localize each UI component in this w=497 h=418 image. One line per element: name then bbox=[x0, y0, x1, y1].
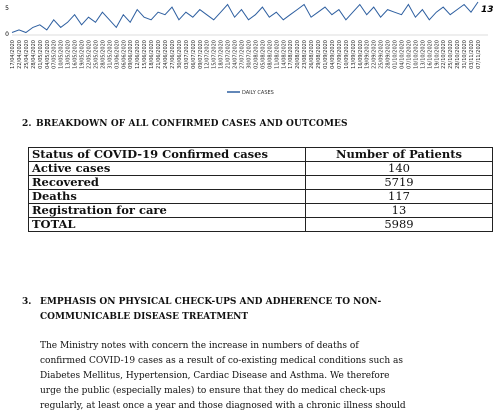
paragraph-line: Diabetes Mellitus, Hypertension, Cardiac Disease and Asthma. We therefore bbox=[40, 371, 390, 381]
row-label: Registration for care bbox=[29, 204, 306, 218]
x-tick-label: 15/07/2020 bbox=[211, 40, 218, 69]
x-tick-label: 24/07/2020 bbox=[232, 40, 239, 69]
x-tick-label: 13/09/2020 bbox=[350, 40, 357, 69]
section-3-heading bbox=[22, 295, 482, 325]
x-tick-label: 04/10/2020 bbox=[399, 40, 406, 69]
x-tick-label: 16/10/2020 bbox=[427, 40, 434, 69]
section-3-paragraph bbox=[40, 339, 495, 414]
row-label: Recovered bbox=[29, 176, 306, 190]
x-tick-label: 15/06/2020 bbox=[142, 40, 149, 69]
x-tick-label: 22/09/2020 bbox=[371, 40, 378, 69]
x-tick-label: 19/05/2020 bbox=[79, 40, 86, 69]
x-tick-label: 07/05/2020 bbox=[51, 39, 58, 69]
section-2-heading bbox=[22, 119, 348, 129]
x-tick-label: 09/07/2020 bbox=[197, 40, 204, 69]
x-tick-label: 25/10/2020 bbox=[448, 40, 455, 69]
row-value: 13 bbox=[306, 204, 493, 218]
table-row bbox=[29, 190, 493, 204]
x-tick-label: 19/09/2020 bbox=[364, 40, 371, 69]
x-tick-label: 25/05/2020 bbox=[93, 40, 100, 69]
x-tick-label: 16/09/2020 bbox=[357, 40, 364, 69]
confirmed-cases-table bbox=[28, 147, 493, 232]
x-tick-label: 28/10/2020 bbox=[455, 40, 462, 69]
x-tick-label: 28/09/2020 bbox=[385, 40, 392, 69]
x-tick-label: 29/08/2020 bbox=[316, 40, 322, 69]
header-status: Status of COVID-19 Confirmed cases bbox=[29, 148, 306, 162]
row-label: TOTAL bbox=[29, 218, 306, 232]
x-tick-label: 30/07/2020 bbox=[246, 40, 253, 69]
x-tick-label: 31/05/2020 bbox=[107, 39, 114, 69]
x-tick-label: 21/06/2020 bbox=[156, 40, 163, 69]
table-row bbox=[29, 204, 493, 218]
row-value: 5989 bbox=[306, 218, 493, 232]
x-tick-label: 22/10/2020 bbox=[441, 40, 448, 69]
x-tick-label: 22/04/2020 bbox=[17, 40, 23, 69]
x-tick-label: 03/07/2020 bbox=[183, 40, 190, 69]
x-tick-label: 04/05/2020 bbox=[44, 40, 51, 69]
plot-area bbox=[12, 2, 488, 35]
x-tick-label: 04/09/2020 bbox=[329, 40, 336, 69]
row-value: 5719 bbox=[306, 176, 493, 190]
x-tick-label: 26/08/2020 bbox=[309, 40, 316, 69]
x-tick-label: 27/06/2020 bbox=[170, 40, 176, 69]
x-tick-label: 16/05/2020 bbox=[72, 40, 79, 69]
row-label: Deaths bbox=[29, 190, 306, 204]
x-tick-label: 07/10/2020 bbox=[406, 40, 413, 69]
x-tick-label: 12/06/2020 bbox=[135, 40, 142, 69]
x-tick-label: 10/05/2020 bbox=[58, 39, 65, 69]
x-tick-label: 31/10/2020 bbox=[462, 40, 469, 69]
row-value: 117 bbox=[306, 190, 493, 204]
header-number: Number of Patients bbox=[306, 148, 493, 162]
x-tick-label: 17/04/2020 bbox=[10, 40, 16, 69]
table-row bbox=[29, 218, 493, 232]
x-tick-label: 05/08/2020 bbox=[260, 40, 267, 69]
x-tick-label: 10/10/2020 bbox=[413, 40, 420, 69]
x-tick-label: 09/06/2020 bbox=[128, 40, 135, 69]
x-tick-label: 18/06/2020 bbox=[149, 40, 156, 69]
x-tick-label: 02/08/2020 bbox=[253, 40, 260, 69]
paragraph-line: The Ministry notes with concern the increase in numbers of deaths of bbox=[40, 341, 359, 351]
x-tick-label: 06/07/2020 bbox=[190, 40, 197, 69]
paragraph-line: urge the public (especially males) to ensure that they do medical check-ups bbox=[40, 386, 386, 396]
table-header-row bbox=[29, 148, 493, 162]
data-label-last: 13 bbox=[481, 5, 494, 15]
row-value: 140 bbox=[306, 162, 493, 176]
paragraph-line: confirmed COVID-19 cases as a result of co-existing medical conditions such as bbox=[40, 356, 403, 366]
x-tick-label: 11/08/2020 bbox=[274, 40, 281, 69]
x-tick-label: 30/06/2020 bbox=[176, 40, 183, 69]
x-tick-label: 01/09/2020 bbox=[323, 40, 329, 69]
section-3-title-line2: COMMUNICABLE DISEASE TREATMENT bbox=[40, 312, 249, 322]
table-row bbox=[29, 162, 493, 176]
x-tick-label: 28/04/2020 bbox=[30, 40, 37, 69]
x-tick-label: 13/05/2020 bbox=[65, 40, 72, 69]
section-3-number: 3. bbox=[22, 297, 32, 307]
x-tick-label: 03/11/2020 bbox=[469, 40, 475, 69]
x-tick-label: 06/06/2020 bbox=[121, 40, 128, 69]
x-tick-label: 01/05/2020 bbox=[37, 40, 44, 69]
x-tick-label: 03/06/2020 bbox=[114, 40, 121, 69]
x-tick-label: 18/07/2020 bbox=[218, 40, 225, 69]
legend-label: DAILY CASES bbox=[242, 90, 274, 96]
section-2-title: BREAKDOWN OF ALL CONFIRMED CASES AND OUTCOMES bbox=[36, 119, 348, 129]
paragraph-line: regularly, at least once a year and those diagnosed with a chronic illness should bbox=[40, 401, 406, 411]
x-tick-label: 14/08/2020 bbox=[281, 40, 288, 69]
x-tick-label: 23/08/2020 bbox=[302, 40, 309, 69]
x-tick-labels bbox=[10, 40, 482, 69]
x-tick-label: 25/04/2020 bbox=[23, 40, 30, 69]
table-row bbox=[29, 176, 493, 190]
daily-cases-chart bbox=[0, 0, 497, 100]
x-tick-label: 01/10/2020 bbox=[392, 40, 399, 69]
section-3-title-line1: EMPHASIS ON PHYSICAL CHECK-UPS AND ADHERENCE TO NON- bbox=[40, 297, 382, 307]
x-tick-label: 24/06/2020 bbox=[163, 40, 169, 69]
x-tick-label: 08/08/2020 bbox=[267, 40, 274, 69]
x-tick-label: 07/11/2020 bbox=[476, 40, 482, 69]
y-tick-label: 5 bbox=[5, 5, 9, 12]
x-tick-label: 19/10/2020 bbox=[434, 40, 441, 69]
x-tick-label: 10/09/2020 bbox=[343, 40, 350, 69]
x-tick-label: 20/08/2020 bbox=[295, 40, 302, 69]
x-tick-label: 12/07/2020 bbox=[204, 40, 211, 69]
x-tick-label: 25/09/2020 bbox=[378, 40, 385, 69]
y-tick-label: 0 bbox=[5, 31, 9, 38]
section-2-number: 2. bbox=[22, 119, 32, 129]
x-tick-label: 07/09/2020 bbox=[336, 40, 343, 69]
series-line-daily-cases bbox=[12, 2, 478, 33]
x-tick-label: 28/05/2020 bbox=[100, 39, 107, 69]
x-tick-label: 13/10/2020 bbox=[420, 40, 427, 69]
row-label: Active cases bbox=[29, 162, 306, 176]
x-tick-label: 22/05/2020 bbox=[86, 40, 93, 69]
x-tick-label: 17/08/2020 bbox=[288, 40, 295, 69]
x-tick-label: 21/07/2020 bbox=[225, 40, 232, 69]
x-tick-label: 27/07/2020 bbox=[239, 40, 246, 69]
